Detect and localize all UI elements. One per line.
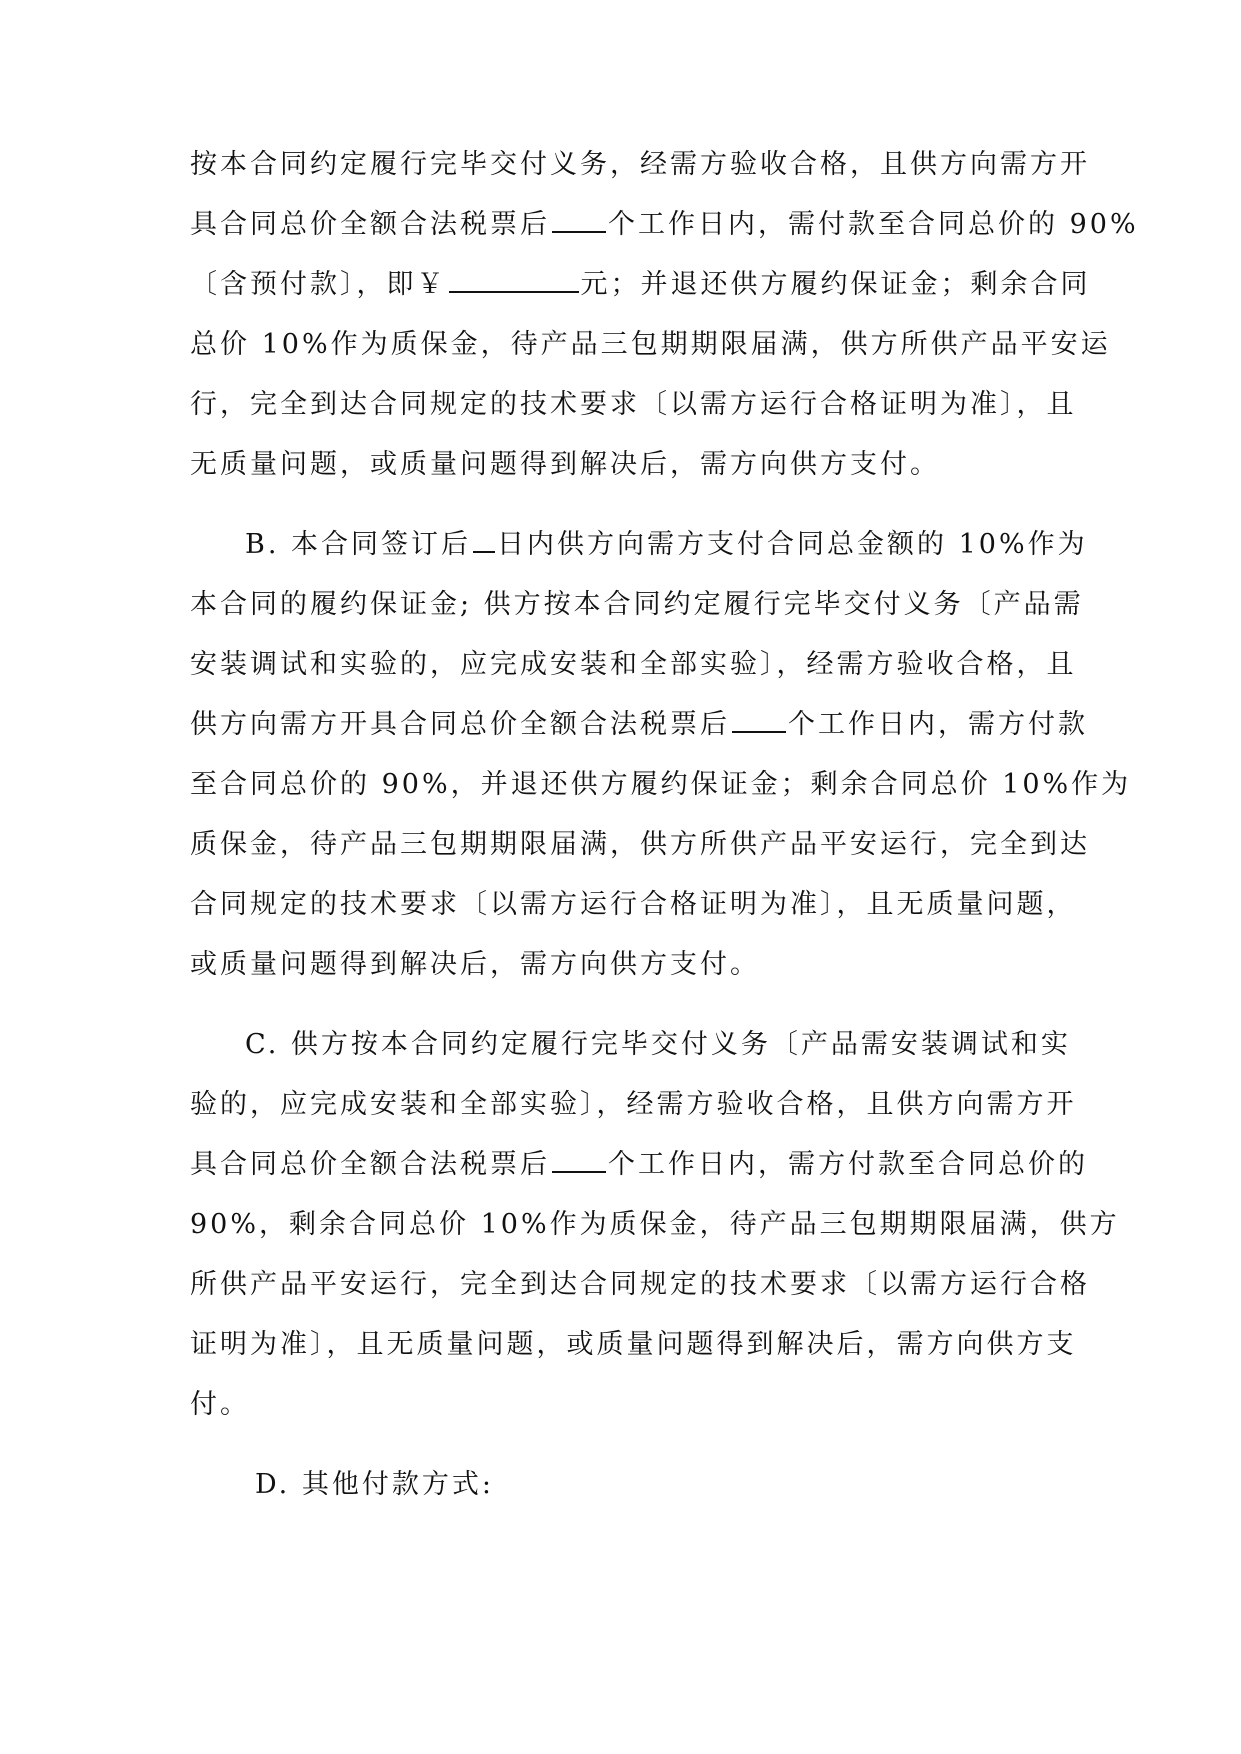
- text: 或质量问题得到解决后，需方向供方支付。: [190, 949, 760, 980]
- text: 具合同总价全额合法税票后: [190, 209, 550, 240]
- blank-workdays[interactable]: [732, 705, 786, 733]
- text: 总价 10%作为质保金，待产品三包期期限届满，供方所供产品平安运: [190, 329, 1111, 360]
- para-b-line-8: [190, 945, 760, 985]
- text: 个工作日内，需方付款: [788, 709, 1088, 740]
- text: 〔含预付款〕，即￥: [190, 269, 447, 300]
- para-a-line-2: [190, 205, 1139, 245]
- text: 安装调试和实验的，应完成安装和全部实验〕，经需方验收合格，且: [190, 649, 1077, 680]
- text: 证明为准〕，且无质量问题，或质量问题得到解决后，需方向供方支: [190, 1329, 1077, 1360]
- para-b-line-7: [190, 885, 1077, 925]
- text: 至合同总价的 90%，并退还供方履约保证金；剩余合同总价 10%作为: [190, 769, 1132, 800]
- para-b-line-2: [190, 585, 1084, 625]
- text: 90%，剩余合同总价 10%作为质保金，待产品三包期期限届满，供方: [190, 1209, 1120, 1240]
- text: 无质量问题，或质量问题得到解决后，需方向供方支付。: [190, 449, 940, 480]
- para-a-line-4: [190, 325, 1111, 365]
- text: 个工作日内，需方付款至合同总价的: [608, 1149, 1088, 1180]
- text: B. 本合同签订后: [245, 529, 472, 560]
- para-c-line-1: [245, 1025, 1071, 1065]
- para-b-line-5: [190, 765, 1131, 805]
- para-a-line-5: [190, 385, 1077, 425]
- text: 付。: [190, 1389, 250, 1420]
- para-d-line-1: [255, 1465, 494, 1505]
- para-c-line-5: [190, 1265, 1090, 1305]
- para-c-line-7: [190, 1385, 250, 1425]
- text: 质保金，待产品三包期期限届满，供方所供产品平安运行，完全到达: [190, 829, 1090, 860]
- text: D. 其他付款方式:: [255, 1469, 494, 1500]
- text: 供方向需方开具合同总价全额合法税票后: [190, 709, 730, 740]
- para-a-line-6: [190, 445, 940, 485]
- blank-workdays[interactable]: [552, 205, 606, 233]
- para-b-line-6: [190, 825, 1090, 865]
- text: 按本合同约定履行完毕交付义务，经需方验收合格，且供方向需方开: [190, 149, 1090, 180]
- text: C. 供方按本合同约定履行完毕交付义务〔产品需安装调试和实: [245, 1029, 1071, 1060]
- para-a-line-1: [190, 145, 1090, 185]
- blank-days[interactable]: [473, 525, 495, 553]
- text: 日内供方向需方支付合同总金额的 10%作为: [497, 529, 1088, 560]
- text: 行，完全到达合同规定的技术要求〔以需方运行合格证明为准〕，且: [190, 389, 1077, 420]
- text: 所供产品平安运行，完全到达合同规定的技术要求〔以需方运行合格: [190, 1269, 1090, 1300]
- text: 个工作日内，需付款至合同总价的 90%: [608, 209, 1139, 240]
- text: 本合同的履约保证金; 供方按本合同约定履行完毕交付义务〔产品需: [190, 589, 1084, 620]
- text: 验的，应完成安装和全部实验〕，经需方验收合格，且供方向需方开: [190, 1089, 1077, 1120]
- blank-workdays[interactable]: [552, 1145, 606, 1173]
- para-c-line-4: [190, 1205, 1120, 1245]
- para-c-line-3: [190, 1145, 1088, 1185]
- para-b-line-1: [245, 525, 1088, 565]
- para-c-line-2: [190, 1085, 1077, 1125]
- text: 元；并退还供方履约保证金；剩余合同: [580, 269, 1091, 300]
- text: 合同规定的技术要求〔以需方运行合格证明为准〕，且无质量问题，: [190, 889, 1077, 920]
- para-b-line-4: [190, 705, 1088, 745]
- blank-amount[interactable]: [449, 265, 579, 293]
- para-b-line-3: [190, 645, 1077, 685]
- para-c-line-6: [190, 1325, 1077, 1365]
- para-a-line-3: [190, 265, 1091, 305]
- text: 具合同总价全额合法税票后: [190, 1149, 550, 1180]
